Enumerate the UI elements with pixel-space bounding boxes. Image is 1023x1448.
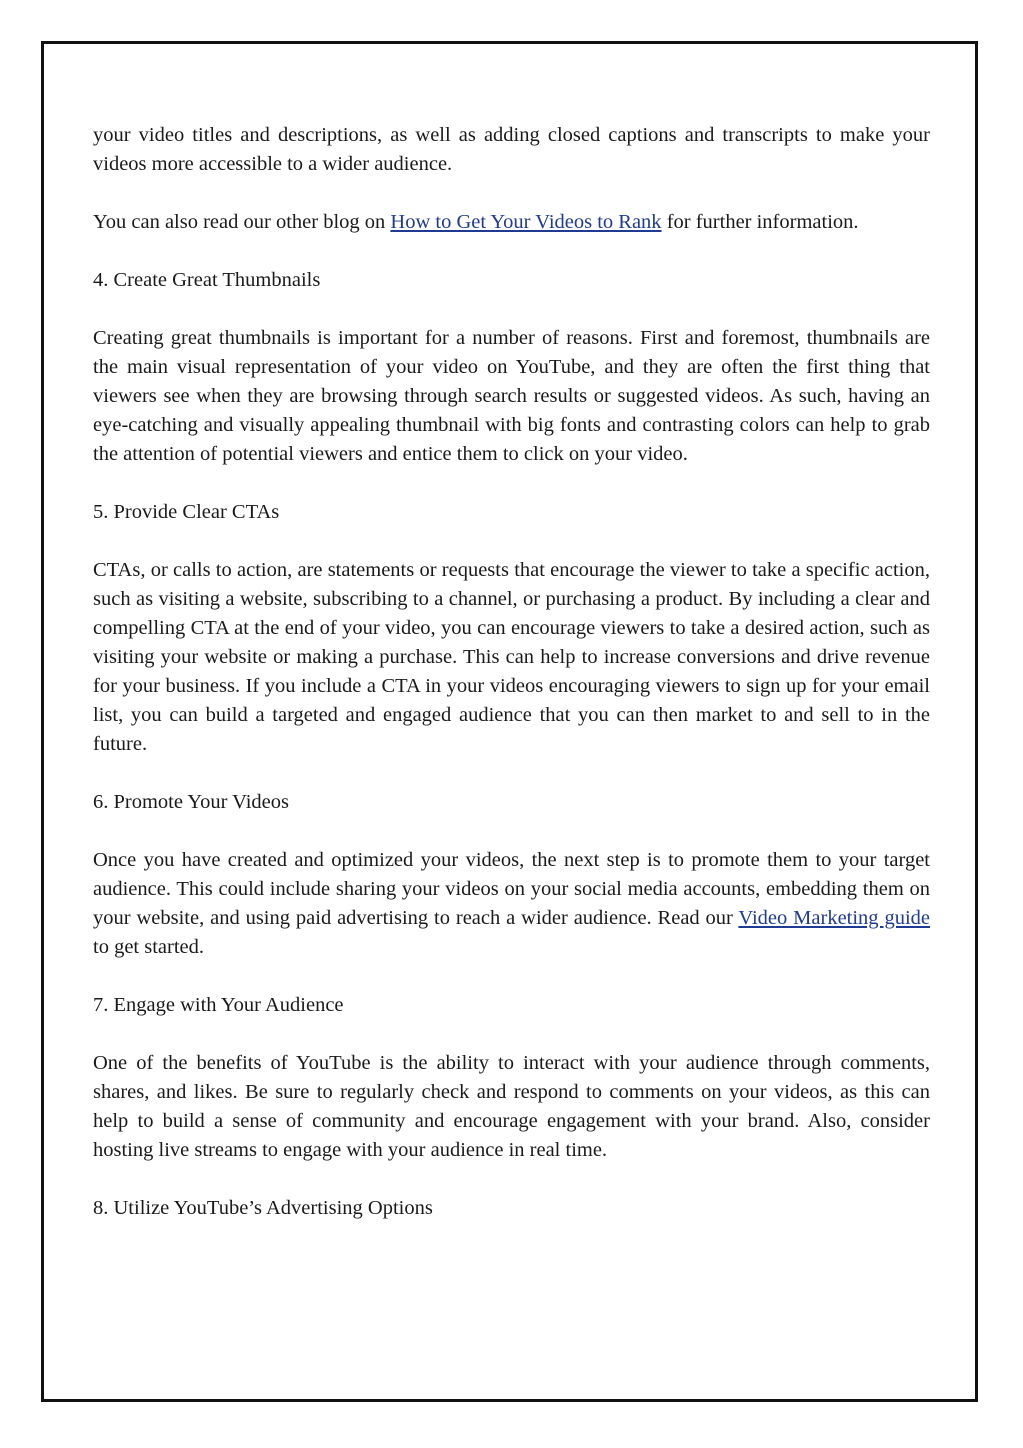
blog-reference-text-after: for further information.	[661, 211, 859, 233]
blog-reference-paragraph	[93, 208, 930, 237]
section-body-promote	[93, 846, 930, 962]
section-body-thumbnails: Creating great thumbnails is important for a number of reasons. First and foremost, thumbnails are the main visual representation of your video on YouTube, and they are often the first thing that viewers see when they are browsing through search results or suggested videos. As such, having an eye-catching and visually appealing thumbnail with big fonts and contrasting colors can help to grab the attention of potential viewers and entice them to click on your video.	[93, 327, 930, 465]
section-body-engage: One of the benefits of YouTube is the ability to interact with your audience through comments, shares, and likes. Be sure to regularly check and respond to comments on your videos, as this can help to build a sense of community and encourage engagement with your brand. Also, consider hosting live streams to engage with your audience in real time.	[93, 1052, 930, 1161]
intro-paragraph: your video titles and descriptions, as well as adding closed captions and transcripts to make your videos more accessible to a wider audience.	[93, 124, 930, 175]
promote-text-before: Once you have created and optimized your videos, the next step is to promote them to your target audience. This could include sharing your videos on your social media accounts, embedding them on your website, and using paid advertising to reach a wider audience. Read our	[93, 849, 930, 929]
video-marketing-guide-link[interactable]: Video Marketing guide	[738, 907, 930, 929]
blog-reference-text-before: You can also read our other blog on	[93, 211, 391, 233]
section-heading-advertising: 8. Utilize YouTube’s Advertising Options	[93, 1197, 433, 1219]
document-body	[93, 121, 930, 1252]
how-to-rank-link[interactable]: How to Get Your Videos to Rank	[390, 211, 662, 233]
section-heading-engage: 7. Engage with Your Audience	[93, 994, 344, 1016]
section-body-ctas: CTAs, or calls to action, are statements or requests that encourage the viewer to take a specific action, such as visiting a website, subscribing to a channel, or purchasing a product. By including a clear and compelling CTA at the end of your video, you can encourage viewers to take a desired action, such as visiting your website or making a purchase. This can help to increase conversions and drive revenue for your business. If you include a CTA in your videos encouraging viewers to sign up for your email list, you can build a targeted and engaged audience that you can then market to and sell to in the future.	[93, 559, 930, 755]
promote-text-after: to get started.	[93, 936, 205, 958]
section-heading-ctas: 5. Provide Clear CTAs	[93, 501, 280, 523]
section-heading-promote: 6. Promote Your Videos	[93, 791, 290, 813]
section-heading-thumbnails: 4. Create Great Thumbnails	[93, 269, 321, 291]
